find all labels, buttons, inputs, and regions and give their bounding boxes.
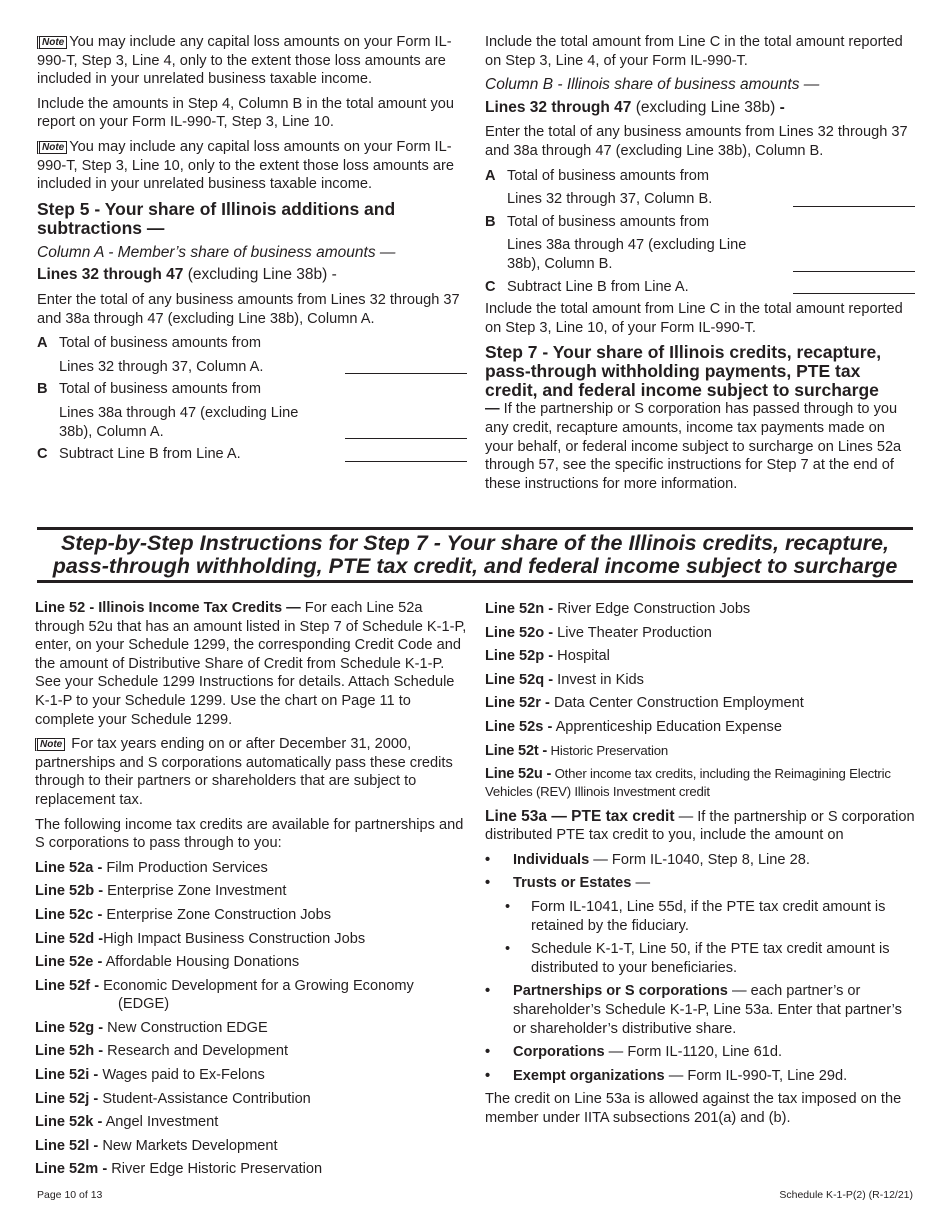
page-number: Page 10 of 13 [37, 1189, 103, 1201]
credit-line-item: Line 52m - River Edge Historic Preservation [35, 1161, 323, 1178]
column-b-lines-heading: Lines 32 through 47 (excluding Line 38b) - [485, 98, 785, 116]
credit-line-item: Line 52a - Film Production Services [35, 859, 268, 876]
note-icon: Note [35, 738, 65, 751]
banner-bottom-rule [37, 580, 913, 583]
right-bottom-column [485, 600, 915, 1133]
sub-bullet-k1t: • Schedule K-1-T, Line 50, if the PTE tax credit amount is distributed to your beneficiaries. [485, 940, 915, 977]
credit-line-item: Line 52f - Economic Development for a Growing Economy (EDGE) [35, 977, 414, 1013]
amount-blank-line [793, 293, 915, 294]
credit-line-item: Line 52h - Research and Development [35, 1043, 289, 1060]
column-b-item-b: B Total of business amounts from Lines 38a through 47 (excluding Line 38b), Column B. [485, 213, 915, 274]
column-a-item-b: B Total of business amounts from Lines 38a through 47 (excluding Line 38b), Column A. [37, 380, 467, 441]
column-a-lines-heading: Lines 32 through 47 (excluding Line 38b) - [37, 266, 337, 284]
credit-line-item: Line 52p - Hospital [485, 648, 610, 665]
note-icon: Note [37, 36, 67, 49]
note-icon: Note [37, 141, 67, 154]
step7-instructions-banner: Step-by-Step Instructions for Step 7 - Your share of the Illinois credits, recapture, pass-through withholding, PTE tax credit, and federal income subject to surcharge [52, 531, 898, 578]
column-b-item-a: A Total of business amounts from Lines 32 through 37, Column B. [485, 167, 915, 209]
credit-line-item: Line 52g - New Construction EDGE [35, 1019, 268, 1036]
amount-blank-line [345, 373, 467, 374]
line52-paragraph: Line 52 - Illinois Income Tax Credits — For each Line 52a through 52u that has an amount listed in Step 7 of Schedule K-1-P, enter, on your Schedule 1299, the corresponding Credit Code and the amount of Distributive Share of Credit from Schedule K-1-P. See your Schedule 1299 Instructions for details. Attach Schedule K-1-P to your Schedule 1299. Use the chart on Page 11 to complete your Schedule 1299. [35, 600, 467, 728]
bullet-partnerships: • Partnerships or S corporations — each partner’s or shareholder’s Schedule K-1-P, Line 53a. Enter that partner’s or shareholder’s distributive share. [485, 982, 915, 1038]
column-b-intro-paragraph: Include the total amount from Line C in the total amount reported on Step 3, Line 4, of your Form IL-990-T. [485, 34, 903, 69]
left-top-column [37, 33, 467, 468]
bullet-exempt-organizations: • Exempt organizations — Form IL-990-T, Line 29d. [485, 1067, 915, 1086]
column-a-enter-text: Enter the total of any business amounts from Lines 32 through 37 and 38a through 47 (excluding Line 38b), Column A. [37, 291, 460, 327]
step7-heading: Step 7 - Your share of Illinois credits, recapture, pass-through withholding payments, PTE tax credit, and federal income subject to surcharge [485, 342, 882, 401]
credit-line-item: Line 52c - Enterprise Zone Construction Jobs [35, 906, 332, 923]
credit-line-item: Line 52n - River Edge Construction Jobs [485, 601, 751, 617]
bullet-corporations: • Corporations — Form IL-1120, Line 61d. [485, 1043, 915, 1062]
credit-line-item: Line 52b - Enterprise Zone Investment [35, 883, 287, 900]
column-b-enter-text: Enter the total of any business amounts from Lines 32 through 37 and 38a through 47 (excluding Line 38b), Column B. [485, 124, 908, 159]
credit-line-item: Line 52i - Wages paid to Ex-Felons [35, 1067, 265, 1084]
amount-blank-line [345, 461, 467, 462]
credit-line-item: Line 52l - New Markets Development [35, 1137, 278, 1154]
line52t-entry: Line 52t - Historic Preservation [485, 742, 668, 759]
step7-paragraph: — If the partnership or S corporation has passed through to you any credit, recapture amounts, income tax payments made on your behalf, or federal income subject to surcharge on Lines 52a through 57, see the specific instructions for Step 7 at the end of these instructions for more information. [485, 401, 902, 492]
left-bottom-column [35, 599, 467, 1184]
note-paragraph-2: Note You may include any capital loss amounts on your Form IL-990-T, Step 3, Line 10, only to the extent those loss amounts are included in your unrelated business taxable income. [37, 138, 454, 193]
form-identifier: Schedule K-1-P(2) (R-12/21) [779, 1189, 913, 1201]
note-paragraph-1: Note You may include any capital loss amounts on your Form IL-990-T, Step 3, Line 4, only to the extent those loss amounts are included in your unrelated business taxable income. [37, 34, 452, 88]
following-credits-paragraph: The following income tax credits are available for partnerships and S corporations to pass through to you: [35, 816, 464, 852]
line53a-paragraph: Line 53a — PTE tax credit — If the partnership or S corporation distributed PTE tax credit to you, include the amount on [485, 807, 915, 844]
credit-line-item: Line 52r - Data Center Construction Employment [485, 695, 804, 712]
credit-line-item: Line 52q - Invest in Kids [485, 671, 644, 688]
amount-blank-line [793, 271, 915, 272]
bullet-individuals: • Individuals — Form IL-1040, Step 8, Line 28. [485, 851, 915, 870]
column-b-item-c: C Subtract Line B from Line A. [485, 278, 915, 297]
closing-paragraph: The credit on Line 53a is allowed against the tax imposed on the member under IITA subsections 201(a) and (b). [485, 1091, 902, 1126]
bullet-trusts-estates: • Trusts or Estates — [485, 874, 915, 893]
credit-line-item: Line 52k - Angel Investment [35, 1114, 219, 1131]
amount-blank-line [345, 438, 467, 439]
column-b-heading: Column B - Illinois share of business amounts — [485, 76, 820, 94]
credit-line-item: Line 52o - Live Theater Production [485, 624, 712, 641]
credit-line-item: Line 52j - Student-Assistance Contribution [35, 1090, 311, 1107]
credits-note-paragraph: Note For tax years ending on or after December 31, 2000, partnerships and S corporations automatically pass these credits through to their partners or shareholders that are subject to replacement tax. [35, 736, 453, 808]
step5-heading: Step 5 - Your share of Illinois additions and subtractions — [37, 198, 396, 238]
credit-lines-list-left [35, 859, 467, 1179]
line52u-entry: Line 52u - Other income tax credits, including the Reimagining Electric Vehicles (REV) Illinois Investment credit [485, 765, 891, 799]
amount-blank-line [793, 206, 915, 207]
credit-line-item: Line 52d -High Impact Business Construction Jobs [35, 930, 366, 947]
column-a-item-a: A Total of business amounts from Lines 32 through 37, Column A. [37, 334, 467, 376]
column-a-item-c: C Subtract Line B from Line A. [37, 445, 467, 464]
column-b-include-paragraph: Include the total amount from Line C in the total amount reported on Step 3, Line 10, of your Form IL-990-T. [485, 301, 903, 336]
banner-top-rule [37, 527, 913, 530]
right-top-column [485, 33, 915, 499]
credit-lines-list-right [485, 600, 915, 737]
credit-line-item: Line 52s - Apprenticeship Education Expense [485, 718, 782, 735]
column-a-heading: Column A - Member’s share of business amounts — [37, 243, 396, 261]
step4-include-paragraph: Include the amounts in Step 4, Column B in the total amount you report on your Form IL-990-T, Step 3, Line 10. [37, 95, 454, 131]
credit-line-item: Line 52e - Affordable Housing Donations [35, 954, 300, 971]
sub-bullet-il1041: • Form IL-1041, Line 55d, if the PTE tax credit amount is retained by the fiduciary. [485, 898, 915, 935]
